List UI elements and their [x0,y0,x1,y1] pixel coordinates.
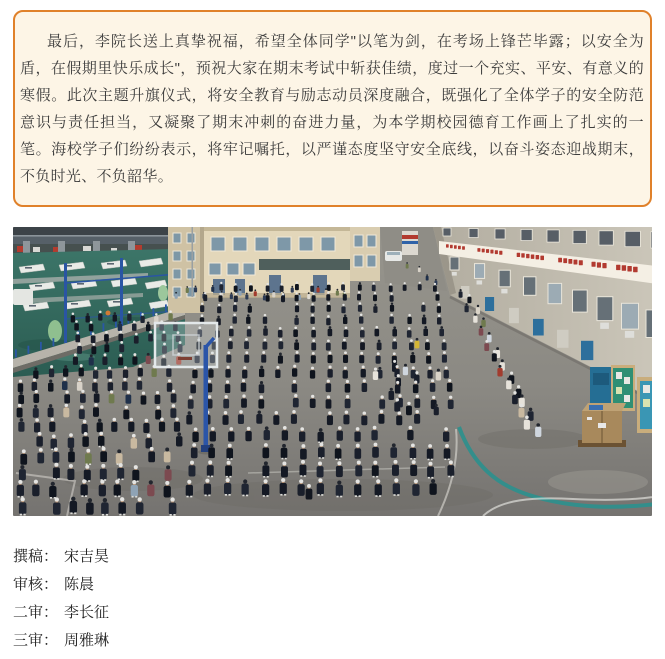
credit-row-third-review [13,625,652,653]
lifebuoy [106,311,111,316]
credit-name: 宋吉昊 [64,547,110,565]
green-float [48,320,62,342]
closing-paragraph: 最后，李院长送上真挚祝福，希望全体同学"以笔为剑，在考场上锋芒毕露；以安全为盾，在假期里快乐成长"，预祝大家在期末考试中斩获佳绩，度过一个充实、平安、有意义的寒假。此次主题升旗仪式，将安全教育与励志动员深度融合，既强化了全体学子的安全防范意识与责任担当，又凝聚了期末冲刺的奋进力量，为本学期校园德育工作画上了扎实的一笔。海校学子们纷纷表示，将牢记嘱托，以严谨态度坚守安全底线，以奋斗姿态迎战期末，不负时光、不负韶华。 [20,33,644,185]
flag-pole [192,227,194,297]
credit-label: 审核： [13,575,59,593]
credit-label: 三审： [13,631,59,649]
ceremony-photo-graphic [13,227,652,516]
credit-label: 撰稿： [13,547,59,565]
ferry-boat [13,289,33,305]
blue-door [590,367,612,405]
ceremony-photo[interactable] [13,227,652,516]
credit-name: 周雅琳 [64,631,110,649]
credit-row-writer [13,541,652,569]
hoop-rim [178,357,192,360]
green-float [158,285,168,301]
credit-row-second-review [13,597,652,625]
cardboard-box [578,403,626,447]
awning [259,259,350,270]
credit-label: 二审： [13,603,59,621]
credits [13,541,652,653]
hoop-pole [204,345,209,451]
credit-name: 陈晨 [64,575,95,593]
closing-summary-box [13,10,652,207]
credit-row-reviewer [13,569,652,597]
credit-name: 李长征 [64,603,110,621]
